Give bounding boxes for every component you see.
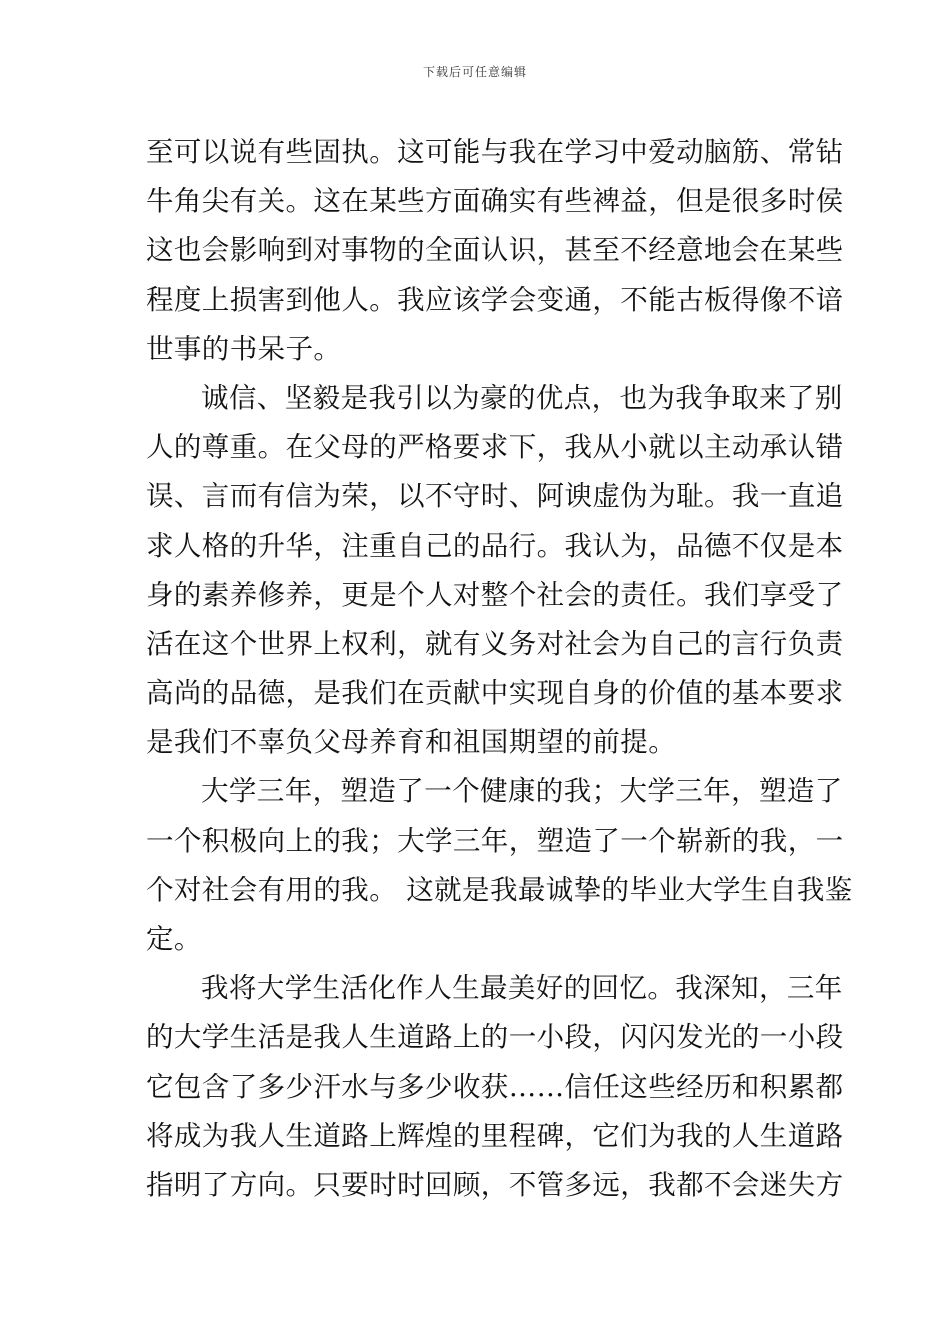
text-line: 身的素养修养，更是个人对整个社会的责任。我们享受了 <box>146 578 844 611</box>
text-line: 牛角尖有关。这在某些方面确实有些裨益，但是很多时侯 <box>146 185 844 218</box>
text-line: 程度上损害到他人。我应该学会变通，不能古板得像不谙 <box>146 283 844 316</box>
text-line: 指明了方向。只要时时回顾，不管多远，我都不会迷失方 <box>146 1168 844 1201</box>
text-line: 世事的书呆子。 <box>146 332 342 365</box>
text-line: 个对社会有用的我。 这就是我最诚挚的毕业大学生自我鉴 <box>146 873 853 906</box>
text-line: 是我们不辜负父母养育和祖国期望的前提。 <box>146 726 677 759</box>
text-line: 我将大学生活化作人生最美好的回忆。我深知，三年 <box>201 972 843 1005</box>
text-line: 一个积极向上的我；大学三年，塑造了一个崭新的我，一 <box>146 824 844 857</box>
page-header: 下载后可任意编辑 <box>422 65 527 79</box>
text-line: 人的尊重。在父母的严格要求下，我从小就以主动承认错 <box>146 431 844 464</box>
paragraph <box>146 374 844 768</box>
text-line: 的大学生活是我人生道路上的一小段，闪闪发光的一小段 <box>146 1021 844 1054</box>
document-body <box>146 128 853 1210</box>
text-line: 至可以说有些固执。这可能与我在学习中爱动脑筋、常钻 <box>146 136 844 168</box>
text-line: 高尚的品德，是我们在贡献中实现自身的价值的基本要求 <box>146 677 844 710</box>
text-line: 这也会影响到对事物的全面认识，甚至不经意地会在某些 <box>146 234 844 267</box>
paragraph <box>146 767 853 964</box>
text-line: 误、言而有信为荣，以不守时、阿谀虚伪为耻。我一直追 <box>146 480 844 513</box>
text-line: 将成为我人生道路上辉煌的里程碑，它们为我的人生道路 <box>146 1119 844 1152</box>
text-line: 活在这个世界上权利，就有义务对社会为自己的言行负责 <box>146 627 844 660</box>
text-line: 它包含了多少汗水与多少收获……信任这些经历和积累都 <box>146 1070 844 1103</box>
text-line: 诚信、坚毅是我引以为豪的优点，也为我争取来了别 <box>201 381 843 414</box>
paragraph <box>146 964 844 1210</box>
paragraph <box>146 128 844 374</box>
text-line: 定。 <box>146 923 202 955</box>
text-line: 大学三年，塑造了一个健康的我；大学三年，塑造了 <box>201 775 843 808</box>
text-line: 求人格的升华，注重自己的品行。我认为，品德不仅是本 <box>146 529 844 562</box>
